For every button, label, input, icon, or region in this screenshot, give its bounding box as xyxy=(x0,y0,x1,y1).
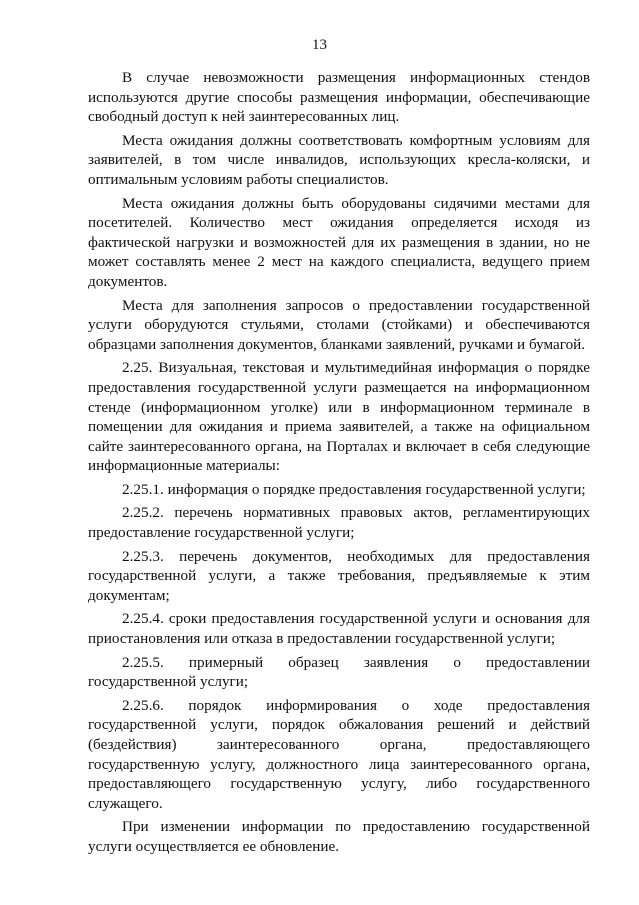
paragraph: В случае невозможности размещения информационных стендов используются другие способы размещения информации, обеспечивающие свободный доступ к ней заинтересованных лиц. xyxy=(88,69,590,126)
list-item: 2.25.5. примерный образец заявления о предоставлении государственной услуги; xyxy=(88,653,590,691)
document-body xyxy=(88,68,590,857)
paragraph: Места для заполнения запросов о предоставлении государственной услуги оборудуются стульями, столами (стойками) и обеспечиваются образцами заполнения документов, бланками заявлений, ручками и бумагой. xyxy=(88,296,590,353)
paragraph: Места ожидания должны соответствовать комфортным условиям для заявителей, в том числе инвалидов, использующих кресла-коляски, и оптимальным условиям работы специалистов. xyxy=(88,131,590,188)
list-item: 2.25.1. информация о порядке предоставления государственной услуги; xyxy=(122,480,586,498)
paragraph: 2.25. Визуальная, текстовая и мультимедийная информация о порядке предоставления государственной услуги размещается на информационном стенде (информационном уголке) или в информационном терминале в помещении для ожидания и приема заявителей, а также на официальном сайте заинтересованного органа, на Порталах и включает в себя следующие информационные материалы: xyxy=(88,359,590,475)
list-item: 2.25.6. порядок информирования о ходе предоставления государственной услуги, порядок обжалования решений и действий (бездействия) заинтересованного органа, предоставляющего государственную услугу, должностного лица заинтересованного органа, предоставляющего государственную услугу, либо государственного служащего. xyxy=(88,696,590,812)
paragraph: Места ожидания должны быть оборудованы сидячими местами для посетителей. Количество мест ожидания определяется исходя из фактической нагрузки и возможностей для их размещения в здании, но не может составлять менее 2 мест на каждого специалиста, ведущего прием документов. xyxy=(88,194,590,290)
page-number: 13 xyxy=(312,37,327,53)
list-item: 2.25.2. перечень нормативных правовых актов, регламентирующих предоставление государственной услуги; xyxy=(88,504,590,542)
list-item: 2.25.3. перечень документов, необходимых для предоставления государственной услуги, а также требования, предъявляемые к этим документам; xyxy=(88,547,590,604)
list-item: 2.25.4. сроки предоставления государственной услуги и основания для приостановления или отказа в предоставлении государственной услуги; xyxy=(88,610,590,648)
paragraph: При изменении информации по предоставлению государственной услуги осуществляется ее обновление. xyxy=(88,818,590,855)
